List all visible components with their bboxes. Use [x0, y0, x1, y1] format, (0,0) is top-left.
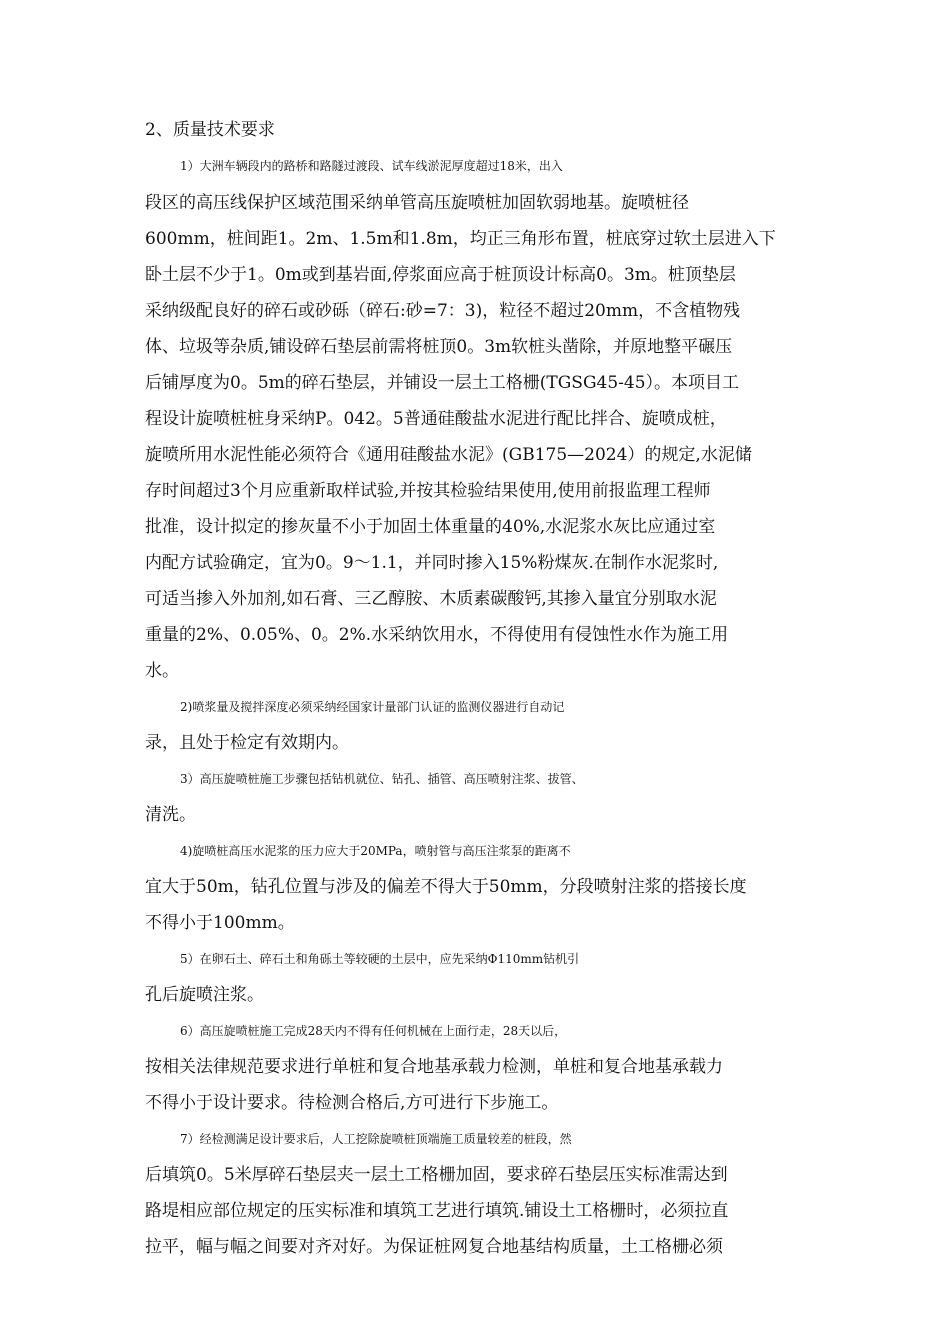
text-line: 2)喷浆量及搅拌深度必须采纳经国家计量部门认证的监测仪器进行自动记 — [180, 700, 565, 714]
text-line: 6）高压旋喷桩施工完成28天内不得有任何机械在上面行走，28天以后， — [180, 1024, 567, 1038]
section-heading: 2、质量技术要求 — [145, 120, 275, 140]
text-line: 旋喷所用水泥性能必须符合《通用硅酸盐水泥》(GB175—2024）的规定,水泥储 — [145, 445, 752, 465]
text-line: 不得小于设计要求。待检测合格后,方可进行下步施工。 — [145, 1093, 559, 1113]
text-line: 程设计旋喷桩桩身采纳P。042。5普通硅酸盐水泥进行配比拌合、旋喷成桩， — [145, 409, 727, 429]
text-line: 后填筑0。5米厚碎石垫层夹一层土工格栅加固，要求碎石垫层压实标准需达到 — [145, 1165, 728, 1185]
text-line: 段区的高压线保护区域范围采纳单管高压旋喷桩加固软弱地基。旋喷桩径 — [145, 193, 689, 213]
text-line: 内配方试验确定，宜为0。9～1.1，并同时掺入15%粉煤灰.在制作水泥浆时, — [145, 553, 719, 573]
text-line: 孔后旋喷注浆。 — [145, 985, 264, 1005]
text-line: 3）高压旋喷桩施工步骤包括钻机就位、钻孔、插管、高压喷射注浆、拔管、 — [180, 772, 584, 786]
text-line: 水。 — [145, 661, 179, 681]
text-line: 体、垃圾等杂质,铺设碎石垫层前需将桩顶0。3m软桩头凿除，并原地整平碾压 — [145, 337, 733, 357]
text-line: 不得小于100mm。 — [145, 913, 295, 933]
text-line: 后铺厚度为0。5m的碎石垫层，并铺设一层土工格栅(TGSG45-45）。本项目工 — [145, 373, 740, 393]
text-line: 路堤相应部位规定的压实标准和填筑工艺进行填筑.铺设土工格栅时，必须拉直 — [145, 1201, 729, 1221]
text-line: 5）在卵石土、碎石土和角砾土等较硬的土层中，应先采纳Φ110mm钻机引 — [180, 952, 580, 966]
text-line: 7）经检测满足设计要求后，人工挖除旋喷桩顶端施工质量较差的桩段，然 — [180, 1132, 572, 1146]
text-line: 宜大于50m，钻孔位置与涉及的偏差不得大于50mm，分段喷射注浆的搭接长度 — [145, 877, 747, 897]
text-line: 按相关法律规范要求进行单桩和复合地基承载力检测，单桩和复合地基承载力 — [145, 1057, 723, 1077]
text-line: 采纳级配良好的碎石或砂砾（碎石:砂=7：3)，粒径不超过20mm，不含植物残 — [145, 301, 741, 321]
text-line: 批准，设计拟定的掺灰量不小于加固土体重量的40%,水泥浆水灰比应通过室 — [145, 517, 716, 537]
text-line: 清洗。 — [145, 805, 196, 825]
text-line: 卧土层不少于1。0m或到基岩面,停浆面应高于桩顶设计标高0。3m。桩顶垫层 — [145, 265, 736, 285]
text-line: 4)旋喷桩高压水泥浆的压力应大于20MPa，喷射管与高压注浆泵的距离不 — [180, 844, 571, 858]
text-line: 拉平，幅与幅之间要对齐对好。为保证桩网复合地基结构质量，土工格栅必须 — [145, 1237, 723, 1257]
text-line: 1）大洲车辆段内的路桥和路隧过渡段、试车线淤泥厚度超过18米，出入 — [180, 159, 563, 173]
text-line: 录，且处于检定有效期内。 — [145, 733, 349, 753]
text-line: 600mm，桩间距1。2m、1.5m和1.8m，均正三角形布置，桩底穿过软土层进入下 — [145, 229, 776, 249]
text-line: 可适当掺入外加剂,如石膏、三乙醇胺、木质素碳酸钙,其掺入量宜分别取水泥 — [145, 589, 717, 609]
text-line: 存时间超过3个月应重新取样试验,并按其检验结果使用,使用前报监理工程师 — [145, 481, 711, 501]
text-line: 重量的2%、0.05%、0。2%.水采纳饮用水，不得使用有侵蚀性水作为施工用 — [145, 625, 729, 645]
